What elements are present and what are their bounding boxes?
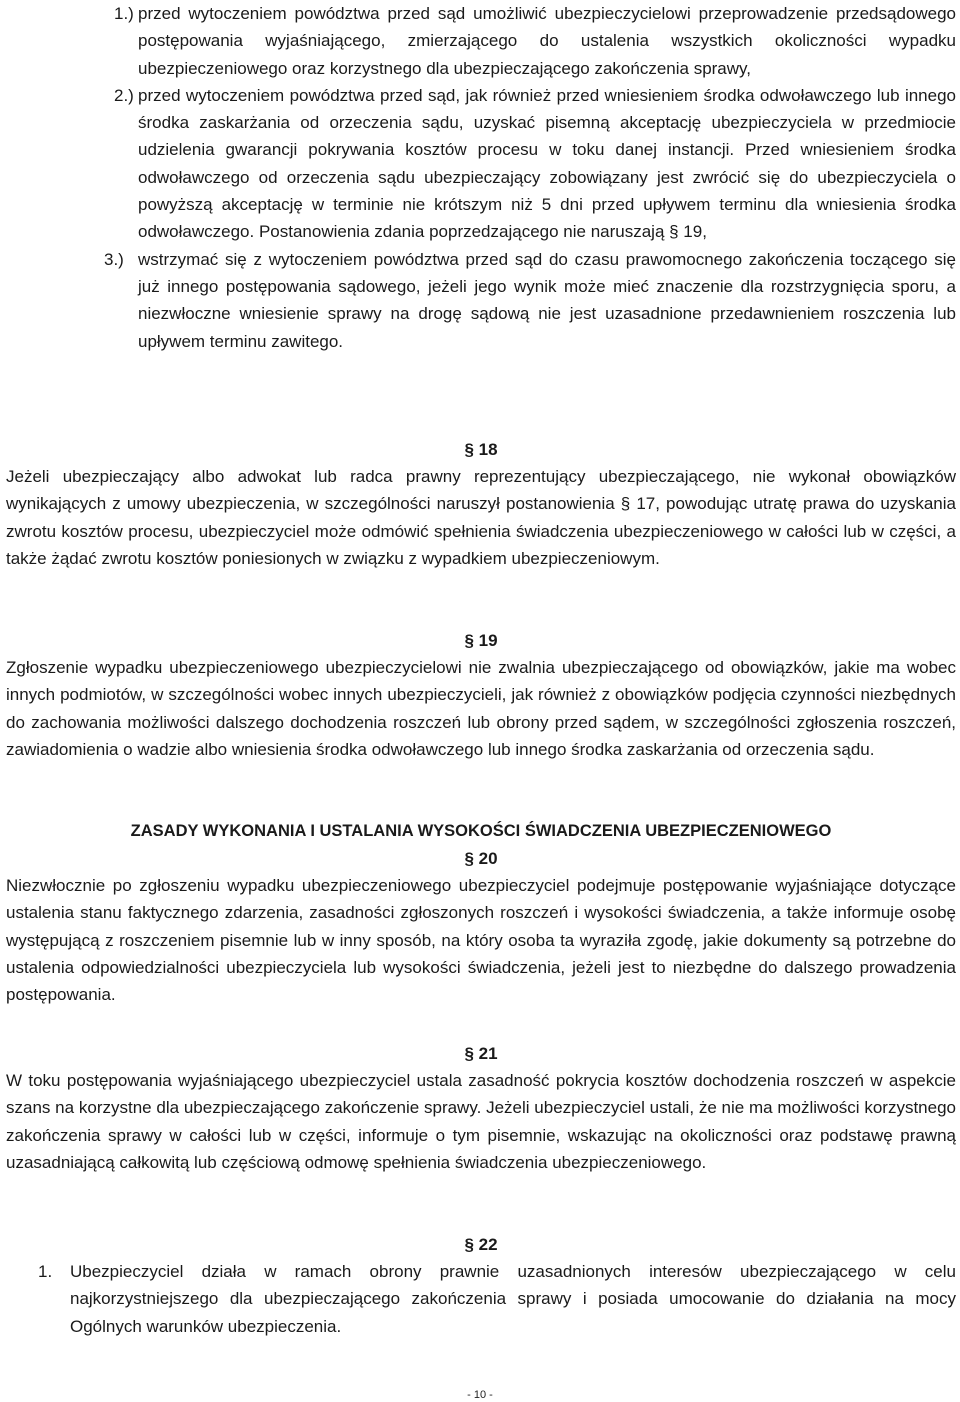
section-heading: § 21 bbox=[464, 1044, 498, 1063]
section-21 bbox=[6, 1040, 956, 1176]
section-20 bbox=[6, 818, 956, 1008]
list-item-number: 1.) bbox=[114, 4, 134, 23]
section-22 bbox=[6, 1231, 956, 1340]
list-item bbox=[6, 82, 956, 246]
list-item-number: 3.) bbox=[104, 249, 124, 269]
list-item-text: przed wytoczeniem powództwa przed sąd, jak również przed wniesieniem środka odwoławczego lub innego środka zaskarżania od orzeczenia sądu, uzyskać pisemną akceptację ubezpieczyciela w przedmiocie udzielenia gwarancji pokrywania kosztów procesu w toku danej instancji. Przed wniesieniem środka odwoławczego od orzeczenia sądu ubezpieczający zobowiązany jest zwrócić się do ubezpieczyciela o powyższą akceptację w terminie nie krótszym niż 5 dni przed upływem terminu dla wniesienia środka odwoławczego. Postanowienia zdania poprzedzającego nie naruszają § 19, bbox=[138, 85, 956, 242]
section-heading: § 18 bbox=[464, 440, 498, 459]
obligations-list bbox=[6, 0, 956, 355]
list-item-number: 2.) bbox=[114, 85, 134, 105]
list-item bbox=[6, 0, 956, 82]
section-text: Niezwłocznie po zgłoszeniu wypadku ubezpieczeniowego ubezpieczyciel podejmuje postępowanie wyjaśniające dotyczące ustalenia stanu faktycznego zdarzenia, zasadności zgłoszonych roszczeń i wysokości świadczenia, a także informuje osobę występującą z roszczeniem pisemnie lub w inny sposób, na który osoba ta wyraziła zgodę, jakie dokumenty są potrzebne do ustalenia odpowiedzialności ubezpieczyciela lub wysokości świadczenia, jeżeli jest to niezbędne do dalszego prowadzenia postępowania. bbox=[6, 876, 956, 1005]
section-text: W toku postępowania wyjaśniającego ubezpieczyciel ustala zasadność pokrycia kosztów dochodzenia roszczeń w aspekcie szans na korzystne dla ubezpieczającego zakończenie sprawy. Jeżeli ubezpieczyciel ustali, że nie ma możliwości korzystnego zakończenia sprawy w całości lub w części, informuje o tym pisemnie, wskazując na okoliczności oraz podstawę prawną uzasadniającą całkowitą lub częściową odmowę spełnienia świadczenia ubezpieczeniowego. bbox=[6, 1071, 956, 1172]
section-heading: § 19 bbox=[464, 631, 498, 650]
section-text: Jeżeli ubezpieczający albo adwokat lub radca prawny reprezentujący ubezpieczającego, nie wykonał obowiązków wynikających z umowy ubezpieczenia, w szczególności naruszył postanowienia § 17, powodując utratę prawa do uzyskania zwrotu kosztów procesu, ubezpieczyciel może odmówić spełnienia świadczenia ubezpieczeniowego w całości lub w części, a także żądać zwrotu kosztów poniesionych w związku z wypadkiem ubezpieczeniowym. bbox=[6, 467, 956, 568]
list-item bbox=[6, 246, 956, 355]
list-item bbox=[6, 1258, 956, 1340]
section-text: Zgłoszenie wypadku ubezpieczeniowego ubezpieczycielowi nie zwalnia ubezpieczającego od obowiązków, jakie ma wobec innych podmiotów, w szczególności wobec innych ubezpieczycieli, jak również z obowiązków podjęcia czynności niezbędnych do zachowania możliwości dalszego dochodzenia roszczeń lub obrony przed sądem, w szczególności zgłoszenia roszczeń, zawiadomienia o wadzie albo wniesienia środka odwoławczego lub innego środka zaskarżania od orzeczenia sądu. bbox=[6, 658, 956, 759]
list-item-text: przed wytoczeniem powództwa przed sąd umożliwić ubezpieczycielowi przeprowadzenie przedsądowego postępowania wyjaśniającego, zmierzającego do ustalenia wszystkich okoliczności wypadku ubezpieczeniowego oraz korzystnego dla ubezpieczającego zakończenia sprawy, bbox=[138, 4, 956, 78]
list-item-number: 1. bbox=[38, 1262, 53, 1281]
list-item-text: wstrzymać się z wytoczeniem powództwa przed sąd do czasu prawomocnego zakończenia toczącego się już innego postępowania sądowego, jeżeli jego wynik może mieć znaczenie dla rozstrzygnięcia sporu, a niezwłoczne wniesienie sprawy na drogę sądową nie jest uzasadnione przedawnieniem roszczenia lub upływem terminu zawitego. bbox=[138, 249, 956, 351]
page-number: - 10 - bbox=[467, 1389, 493, 1401]
section-heading: § 20 bbox=[464, 849, 498, 868]
section-19 bbox=[6, 627, 956, 763]
section-heading: § 22 bbox=[464, 1235, 498, 1254]
chapter-title: ZASADY WYKONANIA I USTALANIA WYSOKOŚCI ŚWIADCZENIA UBEZPIECZENIOWEGO bbox=[130, 822, 832, 840]
section-18 bbox=[6, 436, 956, 572]
list-item-text: Ubezpieczyciel działa w ramach obrony prawnie uzasadnionych interesów ubezpieczającego w celu najkorzystniejszego dla ubezpieczającego zakończenia sprawy i posiada umocowanie do działania na mocy Ogólnych warunków ubezpieczenia. bbox=[70, 1262, 956, 1336]
